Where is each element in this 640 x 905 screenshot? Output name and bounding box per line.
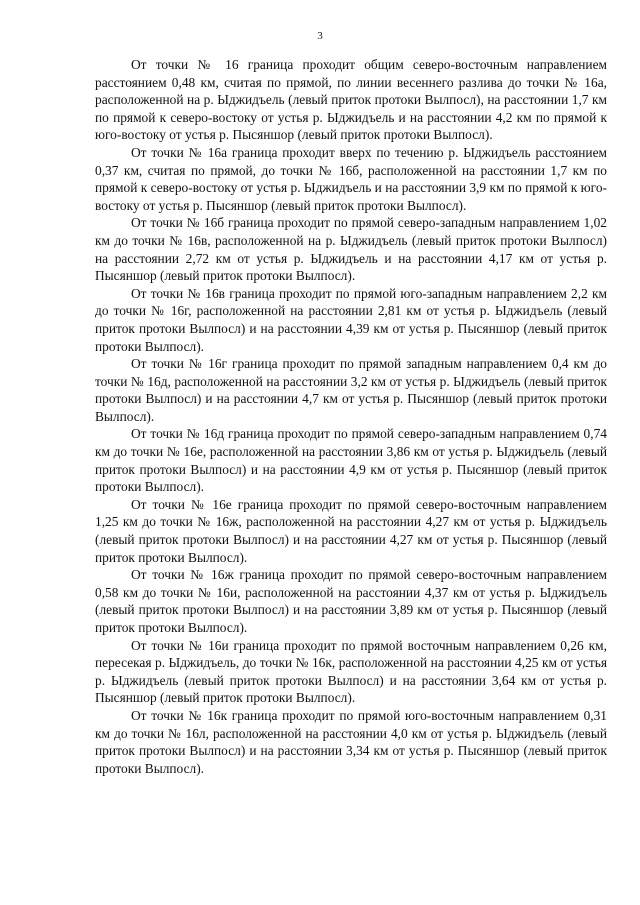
page-number: 3 (317, 30, 323, 42)
document-body (95, 56, 607, 777)
paragraph-point-16e: От точки № 16е граница проходит по прямой северо-восточным направлением 1,25 км до точки № 16ж, расположенной на расстоянии 4,27 км от устья р. Ыджидъель (левый приток протоки Вылпосл) и на расстоянии 4,27 км от устья р. Пысяншор (левый приток протоки Вылпосл). (95, 496, 607, 565)
paragraph-point-16v: От точки № 16в граница проходит по прямой юго-западным направлением 2,2 км до точки № 16г, расположенной на расстоянии 2,81 км от устья р. Ыджидъель (левый приток протоки Вылпосл) и на расстоянии 4,39 км от устья р. Пысяншор (левый приток протоки Вылпосл). (95, 285, 607, 354)
paragraph-point-16i: От точки № 16и граница проходит по прямой восточным направлением 0,26 км, пересекая р. Ыджидъель, до точки № 16к, расположенной на расстоянии 4,25 км от устья р. Ыджидъель (левый приток протоки Вылпосл) и на расстоянии 3,64 км от устья р. Пысяншор (левый приток протоки Вылпосл). (95, 637, 607, 706)
paragraph-point-16: От точки № 16 граница проходит общим северо-восточным направлением расстоянием 0,48 км, считая по прямой, по линии весеннего разлива до точки № 16а, расположенной на р. Ыджидъель (левый приток протоки Вылпосл), на расстоянии 1,7 км по прямой к северо-востоку от устья р. Ыджидъель и на расстоянии 4,2 км по прямой к юго-востоку от устья р. Пысяншор (левый приток протоки Вылпосл). (95, 57, 607, 143)
paragraph-point-16b: От точки № 16б граница проходит по прямой северо-западным направлением 1,02 км до точки № 16в, расположенной на р. Ыджидъель (левый приток протоки Вылпосл) на расстоянии 2,72 км от устья р. Ыджидъель и на расстоянии 4,17 км от устья р. Пысяншор (левый приток протоки Вылпосл). (95, 215, 607, 284)
paragraph-point-16a: От точки № 16а граница проходит вверх по течению р. Ыджидъель расстоянием 0,37 км, считая по прямой, до точки № 16б, расположенной на расстоянии 1,7 км по прямой к северо-востоку от устья р. Ыджидъель и на расстоянии 3,9 км по прямой к юго-востоку от устья р. Пысяншор (левый приток протоки Вылпосл). (95, 144, 607, 213)
paragraph-point-16zh: От точки № 16ж граница проходит по прямой северо-восточным направлением 0,58 км до точки № 16и, расположенной на расстоянии 4,37 км от устья р. Ыджидъель (левый приток протоки Вылпосл) и на расстоянии 3,89 км от устья р. Пысяншор (левый приток протоки Вылпосл). (95, 567, 607, 635)
paragraph-point-16d: От точки № 16д граница проходит по прямой северо-западным направлением 0,74 км до точки № 16е, расположенной на расстоянии 3,86 км от устья р. Ыджидъель (левый приток протоки Вылпосл) и на расстоянии 4,9 км от устья р. Пысяншор (левый приток протоки Вылпосл). (95, 426, 607, 495)
paragraph-point-16k: От точки № 16к граница проходит по прямой юго-восточным направлением 0,31 км до точки № 16л, расположенной на расстоянии 4,0 км от устья р. Ыджидъель (левый приток протоки Вылпосл) и на расстоянии 3,34 км от устья р. Пысяншор (левый приток протоки Вылпосл). (95, 707, 607, 776)
paragraph-point-16g: От точки № 16г граница проходит по прямой западным направлением 0,4 км до точки № 16д, расположенной на расстоянии 3,2 км от устья р. Ыджидъель (левый приток протоки Вылпосл) и на расстоянии 4,7 км от устья р. Пысяншор (левый приток протоки Вылпосл). (95, 356, 607, 424)
